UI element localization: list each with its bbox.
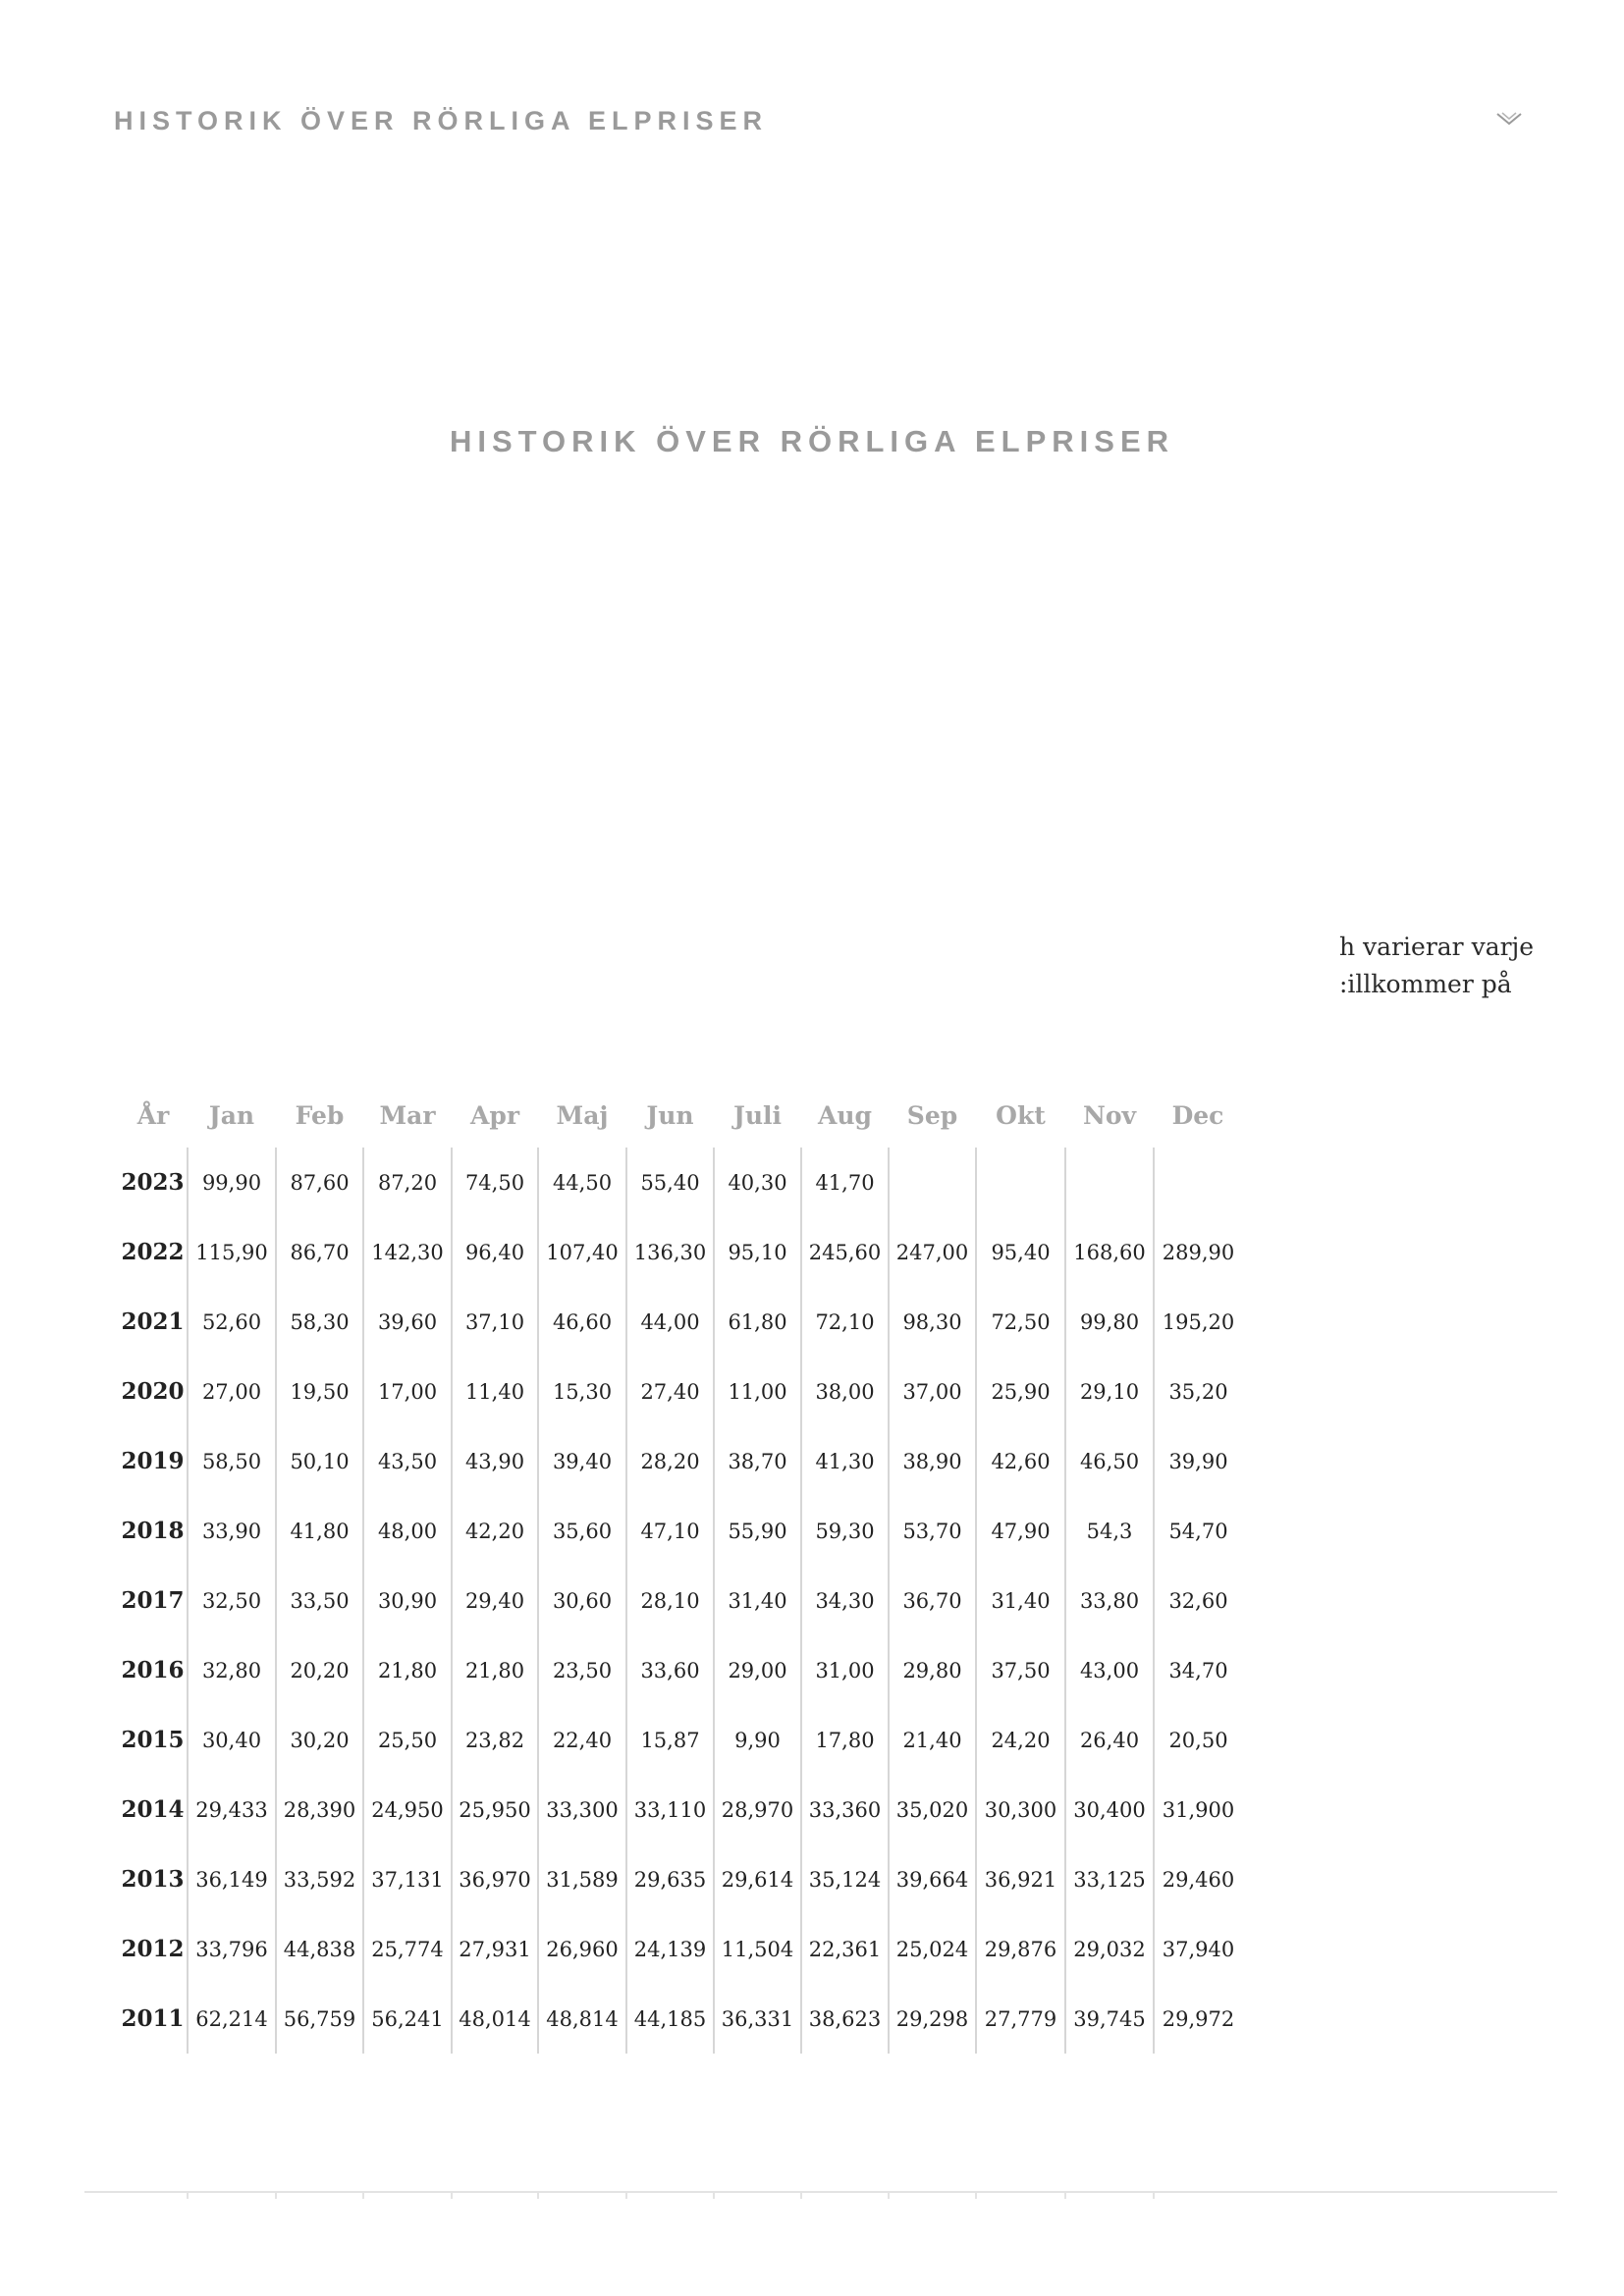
- column-header-month: Feb: [295, 1100, 345, 1130]
- price-cell: 58,50: [188, 1426, 276, 1496]
- price-cell: 35,124: [801, 1844, 889, 1914]
- price-cell: 37,00: [889, 1357, 976, 1426]
- price-cell: 29,635: [626, 1844, 714, 1914]
- price-cell: 46,50: [1065, 1426, 1154, 1496]
- table-header-row: [119, 1083, 1242, 1148]
- price-cell: 29,40: [452, 1566, 538, 1635]
- price-cell: 41,80: [276, 1496, 363, 1566]
- column-header-month: Sep: [906, 1100, 958, 1130]
- price-cell: 37,131: [363, 1844, 452, 1914]
- price-cell: 15,87: [626, 1705, 714, 1775]
- price-cell: 20,20: [276, 1635, 363, 1705]
- price-cell: 245,60: [801, 1217, 889, 1287]
- price-cell: 31,00: [801, 1635, 889, 1705]
- price-cell: 42,20: [452, 1496, 538, 1566]
- price-cell: 26,960: [538, 1914, 626, 1984]
- intro-line: :illkommer på: [1339, 970, 1512, 998]
- price-cell: 33,125: [1065, 1844, 1154, 1914]
- price-cell: 19,50: [276, 1357, 363, 1426]
- price-cell: 11,40: [452, 1357, 538, 1426]
- price-cell: 21,40: [889, 1705, 976, 1775]
- price-cell: 30,40: [188, 1705, 276, 1775]
- price-cell: 115,90: [188, 1217, 276, 1287]
- price-cell: 44,838: [276, 1914, 363, 1984]
- price-cell: 29,614: [714, 1844, 801, 1914]
- price-cell: 22,40: [538, 1705, 626, 1775]
- price-cell: 29,00: [714, 1635, 801, 1705]
- price-cell: [889, 1148, 976, 1217]
- price-cell: 39,90: [1154, 1426, 1242, 1496]
- price-cell: 96,40: [452, 1217, 538, 1287]
- price-cell: 87,20: [363, 1148, 452, 1217]
- price-cell: 23,50: [538, 1635, 626, 1705]
- price-cell: 48,814: [538, 1984, 626, 2054]
- price-cell: 23,82: [452, 1705, 538, 1775]
- price-cell: 33,592: [276, 1844, 363, 1914]
- price-cell: [1154, 1148, 1242, 1217]
- site-title[interactable]: HISTORIK ÖVER RÖRLIGA ELPRISER: [114, 106, 769, 135]
- divider-tick: [275, 2191, 277, 2199]
- year-cell: 2013: [121, 1866, 185, 1893]
- price-cell: 36,149: [188, 1844, 276, 1914]
- column-header-month: Aug: [817, 1100, 873, 1130]
- price-cell: 29,298: [889, 1984, 976, 2054]
- table-row: [119, 1844, 1242, 1914]
- price-cell: 30,300: [976, 1775, 1065, 1844]
- price-cell: 29,10: [1065, 1357, 1154, 1426]
- price-cell: 28,10: [626, 1566, 714, 1635]
- column-header-month: Maj: [556, 1100, 609, 1130]
- price-cell: 74,50: [452, 1148, 538, 1217]
- intro-line: h varierar varje: [1339, 933, 1535, 961]
- year-cell: 2020: [121, 1378, 185, 1405]
- price-cell: 95,40: [976, 1217, 1065, 1287]
- price-cell: 43,90: [452, 1426, 538, 1496]
- price-cell: 32,60: [1154, 1566, 1242, 1635]
- price-cell: 29,433: [188, 1775, 276, 1844]
- divider-tick: [1064, 2191, 1066, 2199]
- price-cell: 35,20: [1154, 1357, 1242, 1426]
- price-cell: 41,30: [801, 1426, 889, 1496]
- table-row: [119, 1426, 1242, 1496]
- divider-tick: [888, 2191, 890, 2199]
- menu-toggle-button[interactable]: [1494, 108, 1524, 130]
- price-cell: 29,972: [1154, 1984, 1242, 2054]
- price-cell: 33,60: [626, 1635, 714, 1705]
- price-cell: 39,745: [1065, 1984, 1154, 2054]
- price-cell: 55,90: [714, 1496, 801, 1566]
- price-cell: 37,50: [976, 1635, 1065, 1705]
- price-cell: 33,110: [626, 1775, 714, 1844]
- table-row: [119, 1705, 1242, 1775]
- price-cell: 28,970: [714, 1775, 801, 1844]
- price-cell: 25,774: [363, 1914, 452, 1984]
- price-cell: 31,900: [1154, 1775, 1242, 1844]
- price-cell: 31,40: [976, 1566, 1065, 1635]
- price-cell: 30,90: [363, 1566, 452, 1635]
- year-cell: 2023: [121, 1169, 185, 1196]
- price-cell: 47,90: [976, 1496, 1065, 1566]
- year-cell: 2018: [121, 1518, 185, 1544]
- price-cell: 72,50: [976, 1287, 1065, 1357]
- table-row: [119, 1914, 1242, 1984]
- price-cell: 33,80: [1065, 1566, 1154, 1635]
- year-cell: 2022: [121, 1239, 185, 1265]
- price-cell: 47,10: [626, 1496, 714, 1566]
- price-cell: 21,80: [363, 1635, 452, 1705]
- column-header-month: Juli: [733, 1100, 782, 1130]
- price-cell: 35,020: [889, 1775, 976, 1844]
- price-cell: 39,664: [889, 1844, 976, 1914]
- price-cell: 11,504: [714, 1914, 801, 1984]
- price-cell: 25,90: [976, 1357, 1065, 1426]
- price-cell: 33,360: [801, 1775, 889, 1844]
- price-cell: 37,10: [452, 1287, 538, 1357]
- price-cell: 24,950: [363, 1775, 452, 1844]
- price-cell: 25,950: [452, 1775, 538, 1844]
- table-row: [119, 1496, 1242, 1566]
- price-cell: 86,70: [276, 1217, 363, 1287]
- price-cell: 54,70: [1154, 1496, 1242, 1566]
- page-title: HISTORIK ÖVER RÖRLIGA ELPRISER: [449, 424, 1175, 458]
- price-cell: 40,30: [714, 1148, 801, 1217]
- price-cell: 15,30: [538, 1357, 626, 1426]
- price-cell: 22,361: [801, 1914, 889, 1984]
- price-cell: 32,50: [188, 1566, 276, 1635]
- table-row: [119, 1635, 1242, 1705]
- year-cell: 2012: [121, 1936, 185, 1962]
- price-cell: 33,50: [276, 1566, 363, 1635]
- price-cell: 33,300: [538, 1775, 626, 1844]
- price-cell: 17,00: [363, 1357, 452, 1426]
- price-cell: 11,00: [714, 1357, 801, 1426]
- divider-tick: [362, 2191, 364, 2199]
- price-cell: 36,970: [452, 1844, 538, 1914]
- year-cell: 2017: [121, 1587, 185, 1614]
- price-cell: 25,024: [889, 1914, 976, 1984]
- divider-tick: [713, 2191, 715, 2199]
- year-cell: 2014: [121, 1796, 185, 1823]
- price-cell: 56,759: [276, 1984, 363, 2054]
- price-cell: 38,00: [801, 1357, 889, 1426]
- divider-tick: [1153, 2191, 1155, 2199]
- price-cell: 99,80: [1065, 1287, 1154, 1357]
- price-cell: 168,60: [1065, 1217, 1154, 1287]
- price-cell: 36,331: [714, 1984, 801, 2054]
- year-cell: 2016: [121, 1657, 185, 1683]
- price-cell: 26,40: [1065, 1705, 1154, 1775]
- divider-tick: [187, 2191, 189, 2199]
- price-cell: 27,00: [188, 1357, 276, 1426]
- divider-tick: [800, 2191, 802, 2199]
- price-cell: 32,80: [188, 1635, 276, 1705]
- price-cell: 21,80: [452, 1635, 538, 1705]
- price-cell: 58,30: [276, 1287, 363, 1357]
- price-cell: 99,90: [188, 1148, 276, 1217]
- column-header-month: Apr: [469, 1100, 520, 1130]
- price-cell: 28,390: [276, 1775, 363, 1844]
- price-cell: 39,60: [363, 1287, 452, 1357]
- price-cell: 29,876: [976, 1914, 1065, 1984]
- price-cell: 55,40: [626, 1148, 714, 1217]
- price-cell: [1065, 1148, 1154, 1217]
- year-cell: 2019: [121, 1448, 185, 1474]
- divider: [84, 2191, 1557, 2193]
- price-cell: 33,796: [188, 1914, 276, 1984]
- price-cell: 38,90: [889, 1426, 976, 1496]
- price-cell: 46,60: [538, 1287, 626, 1357]
- divider-tick: [537, 2191, 539, 2199]
- price-cell: 20,50: [1154, 1705, 1242, 1775]
- column-header-month: Dec: [1171, 1100, 1224, 1130]
- table-row: [119, 1775, 1242, 1844]
- price-cell: 30,400: [1065, 1775, 1154, 1844]
- price-cell: 39,40: [538, 1426, 626, 1496]
- table-row: [119, 1357, 1242, 1426]
- table-row: [119, 1287, 1242, 1357]
- price-cell: 27,40: [626, 1357, 714, 1426]
- price-cell: 136,30: [626, 1217, 714, 1287]
- price-cell: 34,70: [1154, 1635, 1242, 1705]
- price-cell: 48,014: [452, 1984, 538, 2054]
- price-cell: 98,30: [889, 1287, 976, 1357]
- price-cell: 34,30: [801, 1566, 889, 1635]
- price-cell: 44,00: [626, 1287, 714, 1357]
- price-cell: 38,70: [714, 1426, 801, 1496]
- table-row: [119, 1217, 1242, 1287]
- divider-tick: [451, 2191, 453, 2199]
- price-cell: 52,60: [188, 1287, 276, 1357]
- divider-tick: [975, 2191, 977, 2199]
- table-row: [119, 1984, 1242, 2054]
- chevron-down-icon: [1494, 108, 1524, 130]
- price-cell: 62,214: [188, 1984, 276, 2054]
- column-header-month: Jun: [646, 1100, 694, 1130]
- price-cell: 195,20: [1154, 1287, 1242, 1357]
- year-cell: 2021: [121, 1308, 185, 1335]
- price-cell: 61,80: [714, 1287, 801, 1357]
- price-cell: 43,00: [1065, 1635, 1154, 1705]
- price-cell: 30,60: [538, 1566, 626, 1635]
- price-cell: 42,60: [976, 1426, 1065, 1496]
- price-cell: 44,185: [626, 1984, 714, 2054]
- price-cell: 33,90: [188, 1496, 276, 1566]
- price-cell: 59,30: [801, 1496, 889, 1566]
- price-cell: 24,139: [626, 1914, 714, 1984]
- price-history-table: [119, 1083, 1242, 2054]
- price-cell: 25,50: [363, 1705, 452, 1775]
- price-cell: 24,20: [976, 1705, 1065, 1775]
- price-cell: 30,20: [276, 1705, 363, 1775]
- price-cell: 27,779: [976, 1984, 1065, 2054]
- price-cell: 28,20: [626, 1426, 714, 1496]
- price-cell: 142,30: [363, 1217, 452, 1287]
- price-cell: 17,80: [801, 1705, 889, 1775]
- column-header-year: År: [136, 1100, 170, 1130]
- price-cell: 44,50: [538, 1148, 626, 1217]
- price-cell: 53,70: [889, 1496, 976, 1566]
- column-header-month: Jan: [208, 1100, 255, 1130]
- price-cell: 41,70: [801, 1148, 889, 1217]
- price-cell: 107,40: [538, 1217, 626, 1287]
- price-cell: 27,931: [452, 1914, 538, 1984]
- price-cell: 31,40: [714, 1566, 801, 1635]
- column-header-month: Nov: [1082, 1100, 1137, 1130]
- table-row: [119, 1566, 1242, 1635]
- price-cell: 43,50: [363, 1426, 452, 1496]
- divider-tick: [625, 2191, 627, 2199]
- price-cell: 247,00: [889, 1217, 976, 1287]
- price-cell: 37,940: [1154, 1914, 1242, 1984]
- price-cell: 50,10: [276, 1426, 363, 1496]
- price-cell: 35,60: [538, 1496, 626, 1566]
- price-cell: 56,241: [363, 1984, 452, 2054]
- price-cell: 36,921: [976, 1844, 1065, 1914]
- year-cell: 2011: [121, 2005, 185, 2032]
- column-header-month: Okt: [996, 1100, 1046, 1130]
- price-cell: 31,589: [538, 1844, 626, 1914]
- price-cell: 38,623: [801, 1984, 889, 2054]
- price-cell: 289,90: [1154, 1217, 1242, 1287]
- price-cell: 29,80: [889, 1635, 976, 1705]
- intro-text: [1339, 929, 1534, 1003]
- column-header-month: Mar: [379, 1100, 436, 1130]
- price-cell: [976, 1148, 1065, 1217]
- price-cell: 29,032: [1065, 1914, 1154, 1984]
- price-cell: 29,460: [1154, 1844, 1242, 1914]
- table-row: [119, 1148, 1242, 1217]
- price-cell: 95,10: [714, 1217, 801, 1287]
- price-cell: 54,3: [1065, 1496, 1154, 1566]
- price-cell: 87,60: [276, 1148, 363, 1217]
- price-cell: 48,00: [363, 1496, 452, 1566]
- price-cell: 9,90: [714, 1705, 801, 1775]
- price-cell: 72,10: [801, 1287, 889, 1357]
- year-cell: 2015: [121, 1727, 185, 1753]
- price-cell: 36,70: [889, 1566, 976, 1635]
